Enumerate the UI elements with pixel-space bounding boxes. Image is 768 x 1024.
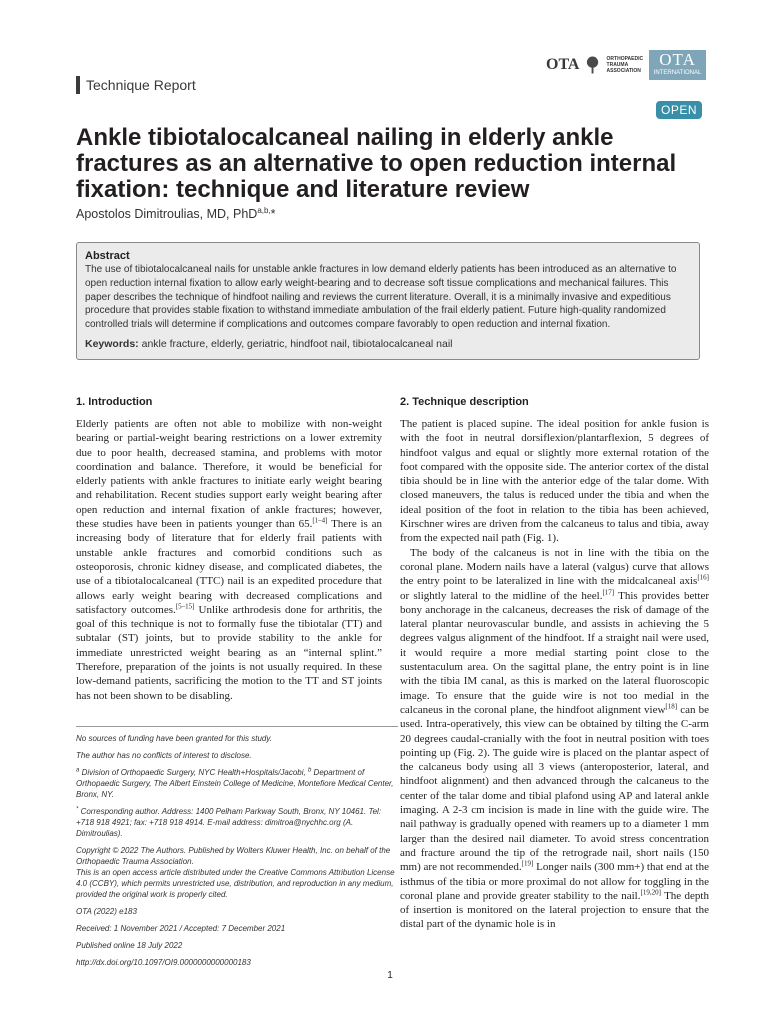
- article-title: Ankle tibiotalocalcaneal nailing in elderly ankle fractures as an alternative to open reduction internal fixation: technique and literature review: [76, 124, 677, 203]
- open-access-badge: OPEN: [656, 101, 702, 119]
- published-date: Published online 18 July 2022: [76, 941, 183, 950]
- footnotes: [76, 733, 398, 974]
- dates: Received: 1 November 2021 / Accepted: 7 December 2021: [76, 924, 286, 933]
- journal-citation: OTA (2022) e183: [76, 907, 137, 916]
- keywords: Keywords: ankle fracture, elderly, geriatric, hindfoot nail, tibiotalocalcaneal nail: [85, 337, 453, 350]
- abstract-heading: Abstract: [85, 250, 130, 262]
- ota-association-text: ORTHOPAEDIC TRAUMA ASSOCIATION: [606, 56, 644, 74]
- tree-icon: [585, 55, 600, 75]
- license: This is an open access article distributed under the Creative Commons Attribution License 4.0 (CCBY), which permits unrestricted use, distribution, and reproduction in any medium, provided the original work is properly cited.: [76, 868, 395, 899]
- ota-logo: [546, 48, 706, 82]
- section-label: Technique Report: [76, 76, 196, 94]
- affiliations: $^a$ Division of Orthopaedic Surgery, NYC Health+Hospitals/Jacobi, $^b$ Department of Orthopaedic Surgery, The Albert Einstein College of Medicine, Montefiore Medical Center, Bronx, NY.: [76, 767, 394, 799]
- abstract-box: [76, 242, 700, 360]
- technique-body: The patient is placed supine. The ideal position for ankle fusion is with the foot in neutral dorsiflexion/plantarflexion, 5 degrees of hindfoot valgus and equal or slightly more external rotation of the foot compared with the opposite side. The anterior cortex of the distal tibia should be in line with the anterior edge of the talar dome. With closed maneuvers, the talus is reduced under the tibia and when the ideal position of the foot in relation to the tibia has been achieved, Kirschner wires are driven from the calcaneus to talus and tibia, away from the expected nail path (Fig. 1). The body of the calcaneus is not in line with the tibia on the coronal plane. Modern nails have a lateral (valgus) curve that allows the entry point to be lateralized in line with the midcalcaneal axis[16] or slightly lateral to the midline of the heel.[17] This provides better bony anchorage in the calcaneus, decreases the risk of damage of the lateral plantar neurovascular bundle, and assists in achieving the 5 degrees valgus alignment of the hindfoot. If a straight nail were used, it would require a more medial starting point close to the sustentaculum area. On the sagittal plane, the entry point is in line with the tibia IM canal, as this is marked on the lateral fluoroscopic image. To ensure that the guide wire is not too medial in the calcaneus in the coronal plane, the hindfoot alignment view[18] can be used. Intra-operatively, this view can be obtained by tilting the C-arm 20 degrees caudal-cranially with the foot in neutral position with toes pointing up (Fig. 2). The guide wire is placed on the plantar aspect of the calcaneus body using all 3 views (anteroposterior, lateral, and hindfoot alignment) and then advanced through the calcaneus to the center of the talar dome and tibial plafond using AP and lateral ankle imaging. A 2-3 cm incision is made in line with the guide wire. The nail pathway is gradually opened with reamers up to a diameter 1 mm larger than the desired nail diameter. To avoid stress concentration and fracture around the tip of the retrograde nail, short nails (150 mm) are not recommended.[19] Longer nails (300 mm+) that end at the isthmus of the tibia or more proximal do not allow for toggling in the coronal plane and provide greater stability to the nail.[19,20] The depth of insertion is monitored on the lateral projection to ensure that the distal part of the dynamic hole is in: [400, 418, 709, 931]
- abstract-body: The use of tibiotalocalcaneal nails for unstable ankle fractures in low demand elderly patients has been introduced as an alternative to open reduction internal fixation to allow early weight-bearing and to decrease soft tissue complications and mechanical failures. This paper describes the technique of hindfoot nailing and reviews the current literature. Overall, it is a minimally invasive and expeditious procedure that provides stable fixation to withstand immediate ambulation of the frail elderly patient. Future high-quality randomized controlled trials will determine if complications and outcomes compare favorably to open reduction and internal fixation.: [85, 264, 677, 331]
- footnote-divider: [76, 726, 398, 727]
- copyright: Copyright © 2022 The Authors. Published by Wolters Kluwer Health, Inc. on behalf of the Orthopaedic Trauma Association.: [76, 846, 391, 866]
- corresponding-author: * Corresponding author. Address: 1400 Pelham Parkway South, Bronx, NY 10461. Tel: +718 918 4921; fax: +718 918 4914. E-mail address: dimitroa@nychhc.org (A. Dimitroulias).: [76, 806, 382, 838]
- doi-link: http://dx.doi.org/10.1097/OI9.0000000000000183: [76, 958, 251, 967]
- funding-note: No sources of funding have been granted for this study.: [76, 734, 272, 743]
- intro-heading: 1. Introduction: [76, 396, 153, 408]
- author-line: Apostolos Dimitroulias, MD, PhD$^{a,b,}$*: [76, 206, 276, 222]
- technique-heading: 2. Technique description: [400, 396, 529, 408]
- page-number: 1: [387, 970, 393, 981]
- conflict-note: The author has no conflicts of interest to disclose.: [76, 751, 252, 760]
- ota-logo-text: OTA: [546, 56, 580, 73]
- ota-international-logo: OTA INTERNATIONAL: [649, 50, 706, 80]
- intro-body: Elderly patients are often not able to mobilize with non-weight bearing or partial-weight bearing restrictions on a lower extremity due to poor health, decreased stamina, and problems with motor coordination and balance. Therefore, it would be beneficial for elderly patients with ankle fractures to initiate early weight bearing and rehabilitation. Recent studies support early weight bearing after open reduction and internal fixation of ankle fractures; however, these studies have been in patients younger than 65.[1–4] There is an increasing body of literature that for elderly frail patients with unstable ankle fractures and comorbid conditions such as osteoporosis, chronic kidney disease, and complicated diabetes, the use of a tibiotalocalcaneal (TTC) nail is an expedited procedure that allows early weight bearing with decreased complications and satisfactory outcomes.[5–15] Unlike arthrodesis done for arthritis, the goal of this technique is not to formally fuse the tibiotalar (TT) and subtalar (ST) joints, but to provide stability to the ankle for immediate unrestricted weight bearing as an “internal splint.” Therefore, preparation of the joints is not usually required. In these low-demand patients, sacrificing the motion to the TT and ST joints has not been shown to be disabling.: [76, 418, 382, 702]
